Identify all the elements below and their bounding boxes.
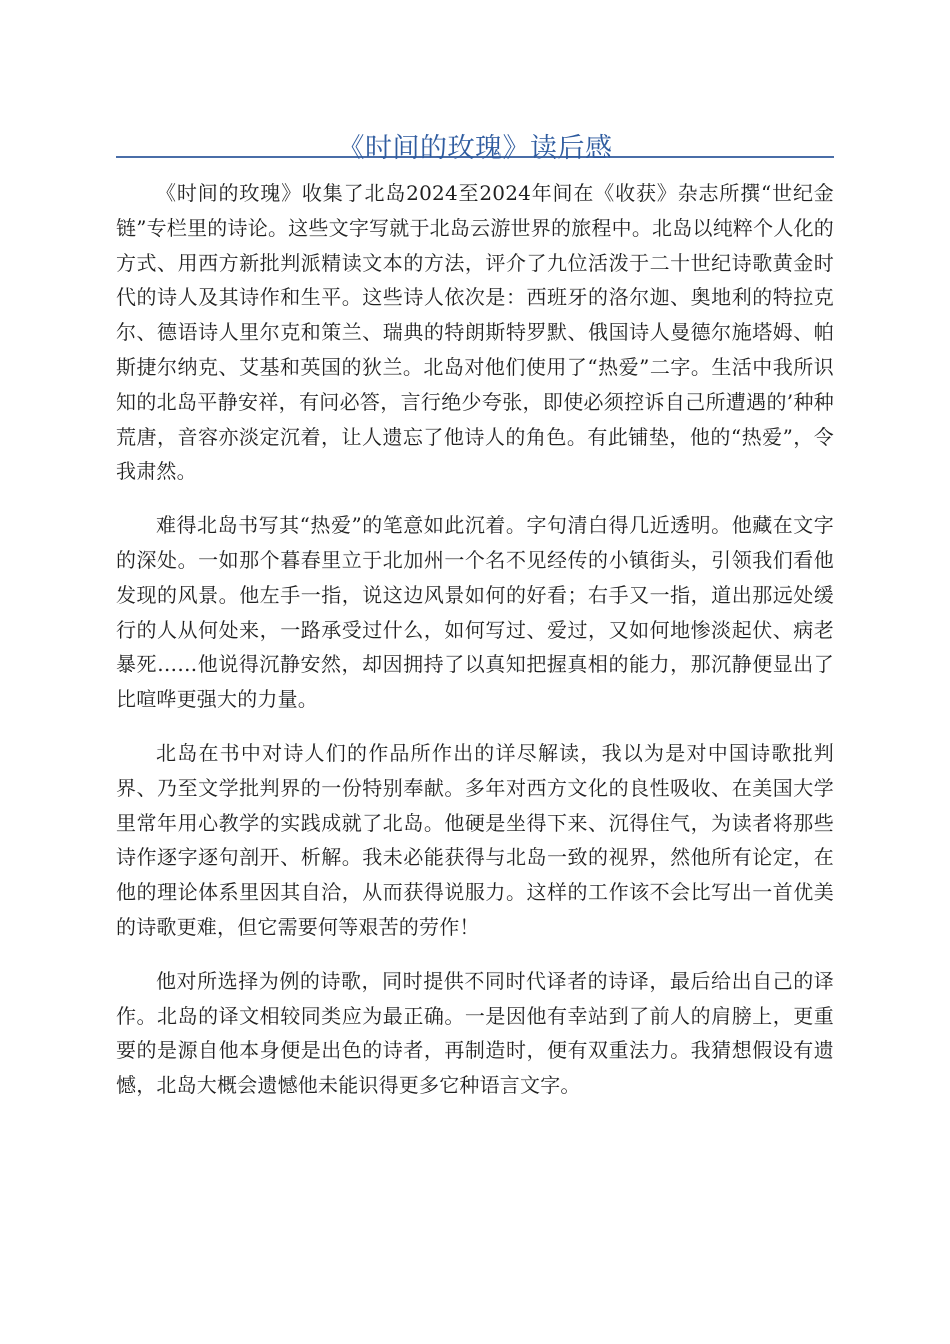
document-title: 《时间的玫瑰》读后感 [337, 133, 613, 165]
paragraph-3: 北岛在书中对诗人们的作品所作出的详尽解读，我以为是对中国诗歌批判界、乃至文学批判界的一份特别奉献。多年对西方文化的良性吸收、在美国大学里常年用心教学的实践成就了北岛。他硬是坐得下来、沉得住气，为读者将那些诗作逐字逐句剖开、析解。我未必能获得与北岛一致的视界，然他所有论定，在他的理论体系里因其自洽，从而获得说服力。这样的工作该不会比写出一首优美的诗歌更难，但它需要何等艰苦的劳作！ [116, 740, 834, 939]
title-block [116, 110, 834, 165]
paragraph-2: 难得北岛书写其“热爱”的笔意如此沉着。字句清白得几近透明。他藏在文字的深处。一如那个暮春里立于北加州一个名不见经传的小镇街头，引领我们看他发现的风景。他左手一指，说这边风景如何的好看；右手又一指，道出那远处缓行的人从何处来，一路承受过什么，如何写过、爱过，又如何地惨淡起伏、病老暴死……他说得沉静安然，却因拥持了以真知把握真相的能力，那沉静便显出了比喧哗更强大的力量。 [116, 513, 834, 712]
document-body [116, 176, 834, 1122]
paragraph-1: 《时间的玫瑰》收集了北岛2024至2024年间在《收获》杂志所撰“世纪金链”专栏里的诗论。这些文字写就于北岛云游世界的旅程中。北岛以纯粹个人化的方式、用西方新批判派精读文本的方法，评介了九位活泼于二十世纪诗歌黄金时代的诗人及其诗作和生平。这些诗人依次是：西班牙的洛尔迦、奥地利的特拉克尔、德语诗人里尔克和策兰、瑞典的特朗斯特罗默、俄国诗人曼德尔施塔姆、帕斯捷尔纳克、艾基和英国的狄兰。北岛对他们使用了“热爱”二字。生活中我所识知的北岛平静安祥，有问必答，言行绝少夸张，即使必须控诉自己所遭遇的’种种荒唐，音容亦淡定沉着，让人遗忘了他诗人的角色。有此铺垫，他的“热爱”，令我肃然。 [116, 181, 834, 484]
paragraph-4: 他对所选择为例的诗歌，同时提供不同时代译者的诗译，最后给出自己的译作。北岛的译文相较同类应为最正确。一是因他有幸站到了前人的肩膀上，更重要的是源自他本身便是出色的诗者，再制造时，便有双重法力。我猜想假设有遗憾，北岛大概会遗憾他未能识得更多它种语言文字。 [116, 968, 834, 1098]
